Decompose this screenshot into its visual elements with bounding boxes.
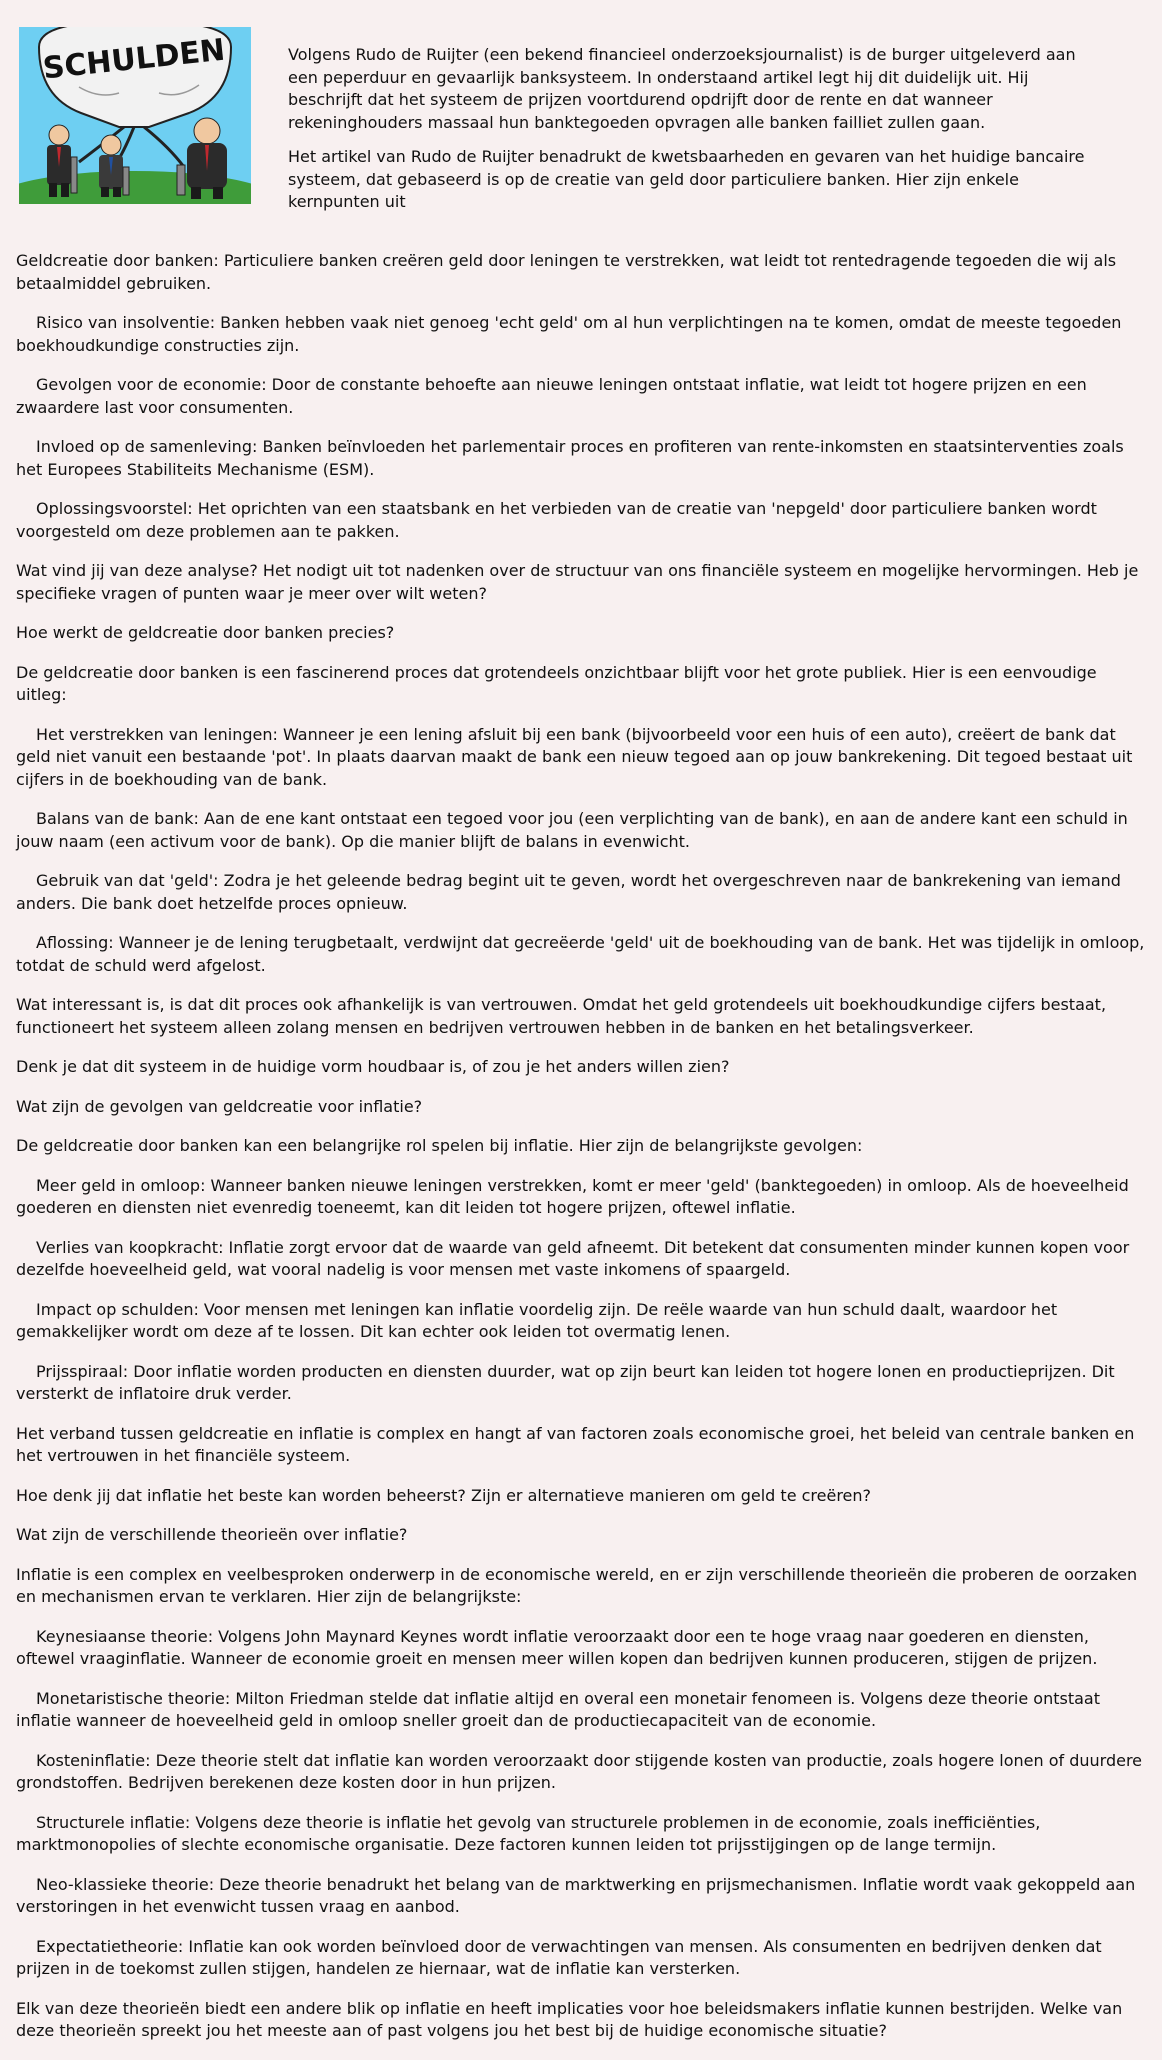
- body-paragraph: Prijsspiraal: Door inflatie worden producten en diensten duurder, wat op zijn beurt kan leiden tot hogere lonen en productieprijzen. Dit versterkt de inflatoire druk verder.: [16, 1361, 1115, 1403]
- body-paragraph: Wat zijn de gevolgen van geldcreatie voor inflatie?: [16, 1096, 423, 1116]
- body-paragraph: Neo-klassieke theorie: Deze theorie benadrukt het belang van de marktwerking en prijsmechanismen. Inflatie wordt vaak gekoppeld aan verstoringen in het evenwicht tussen vraag en aanbod.: [16, 1874, 1136, 1916]
- intro-paragraph: Het artikel van Rudo de Ruijter benadrukt de kwetsbaarheden en gevaren van het huidige bancaire systeem, dat gebaseerd is op de creatie van geld door particuliere banken. Hier zijn enkele kernpunten uit: [288, 147, 1085, 211]
- body-paragraph: De geldcreatie door banken kan een belangrijke rol spelen bij inflatie. Hier zijn de belangrijkste gevolgen:: [16, 1136, 863, 1155]
- article-body: [16, 250, 1146, 2060]
- body-paragraph: Elk van deze theorieën biedt een andere blik op inflatie en heeft implicaties voor hoe beleidsmakers inflatie kunnen bestrijden. Welke van deze theorieën spreekt jou het meeste aan of past volgens jou het best bij de huidige economische situatie?: [16, 1998, 1123, 2040]
- body-paragraph: Denk je dat dit systeem in de huidige vorm houdbaar is, of zou je het anders willen zien?: [16, 1057, 730, 1076]
- body-paragraph: Invloed op de samenleving: Banken beïnvloeden het parlementair proces en profiteren van rente-inkomsten en staatsinterventies zoals het Europees Stabiliteits Mechanisme (ESM).: [16, 437, 1124, 479]
- body-paragraph: Aflossing: Wanneer je de lening terugbetaalt, verdwijnt dat gecreëerde 'geld' uit de boekhouding van de bank. Het was tijdelijk in omloop, totdat de schuld werd afgelost.: [16, 933, 1145, 975]
- body-paragraph: Verlies van koopkracht: Inflatie zorgt ervoor dat de waarde van geld afneemt. Dit betekent dat consumenten minder kunnen kopen voor dezelfde hoeveelheid geld, wat vooral nadelig is voor mensen met vaste inkomens of spaargeld.: [16, 1237, 1130, 1279]
- body-paragraph: Monetaristische theorie: Milton Friedman stelde dat inflatie altijd en overal een monetair fenomeen is. Volgens deze theorie ontstaat inflatie wanneer de hoeveelheid geld in omloop sneller groeit dan de productiecapaciteit van de economie.: [16, 1688, 1100, 1730]
- body-paragraph: Gebruik van dat 'geld': Zodra je het geleende bedrag begint uit te geven, wordt het overgeschreven naar de bankrekening van iemand anders. Die bank doet hetzelfde proces opnieuw.: [16, 871, 1121, 913]
- body-paragraph: Hoe denk jij dat inflatie het beste kan worden beheerst? Zijn er alternatieve manieren om geld te creëren?: [16, 1485, 872, 1505]
- body-paragraph: Kosteninflatie: Deze theorie stelt dat inflatie kan worden veroorzaakt door stijgende kosten van productie, zoals hogere lonen of duurdere grondstoffen. Bedrijven berekenen deze kosten door in hun prijzen.: [16, 1750, 1143, 1792]
- debt-balloon-cartoon-icon: [19, 27, 251, 204]
- body-paragraph: De geldcreatie door banken is een fascinerend proces dat grotendeels onzichtbaar blijft voor het grote publiek. Hier is een eenvoudige uitleg:: [16, 662, 1097, 704]
- body-paragraph: Wat vind jij van deze analyse? Het nodigt uit tot nadenken over de structuur van ons financiële systeem en mogelijke hervormingen. Heb je specifieke vragen of punten waar je meer over wilt weten?: [16, 561, 1139, 603]
- body-paragraph: Meer geld in omloop: Wanneer banken nieuwe leningen verstrekken, komt er meer 'geld' (banktegoeden) in omloop. Als de hoeveelheid goederen en diensten niet evenredig toeneemt, kan dit leiden tot hogere prijzen, oftewel inflatie.: [16, 1175, 1129, 1217]
- body-paragraph: Risico van insolventie: Banken hebben vaak niet genoeg 'echt geld' om al hun verplichtingen na te komen, omdat de meeste tegoeden boekhoudkundige constructies zijn.: [16, 313, 1122, 355]
- body-paragraph: Het verband tussen geldcreatie en inflatie is complex en hangt af van factoren zoals economische groei, het beleid van centrale banken en het vertrouwen in het financiële systeem.: [16, 1423, 1135, 1465]
- balloon-caption: SCHULDEN: [41, 32, 227, 87]
- body-paragraph: Geldcreatie door banken: Particuliere banken creëren geld door leningen te verstrekken, wat leidt tot rentedragende tegoeden die wij als betaalmiddel gebruiken.: [16, 251, 1117, 293]
- body-paragraph: Balans van de bank: Aan de ene kant ontstaat een tegoed voor jou (een verplichting van de bank), en aan de andere kant een schuld in jouw naam (een activum voor de bank). Op die manier blijft de balans in evenwicht.: [16, 809, 1128, 851]
- body-paragraph: Wat zijn de verschillende theorieën over inflatie?: [16, 1525, 408, 1544]
- body-paragraph: Structurele inflatie: Volgens deze theorie is inflatie het gevolg van structurele problemen in de economie, zoals inefficiënties, marktmonopolies of slechte economische organisatie. Deze factoren kunnen leiden tot prijsstijgingen op de lange termijn.: [16, 1812, 1041, 1854]
- body-paragraph: Inflatie is een complex en veelbesproken onderwerp in de economische wereld, en er zijn verschillende theorieën die proberen de oorzaken en mechanismen ervan te verklaren. Hier zijn de belangrijkste:: [16, 1564, 1138, 1606]
- intro-paragraph: Volgens Rudo de Ruijter (een bekend financieel onderzoeksjournalist) is de burger uitgeleverd aan een peperduur en gevaarlijk banksysteem. In onderstaand artikel legt hij dit duidelijk uit. Hij beschrijft dat het systeem de prijzen voortdurend opdrijft door de rente en dat wanneer rekeninghouders massaal hun banktegoeden opvragen alle banken failliet zullen gaan.: [288, 45, 1076, 132]
- body-paragraph: Oplossingsvoorstel: Het oprichten van een staatsbank en het verbieden van de creatie van 'nepgeld' door particuliere banken wordt voorgesteld om deze problemen aan te pakken.: [16, 499, 1097, 541]
- body-paragraph: Expectatietheorie: Inflatie kan ook worden beïnvloed door de verwachtingen van mensen. Als consumenten en bedrijven denken dat prijzen in de toekomst zullen stijgen, handelen ze hiernaar, wat de inflatie kan versterken.: [16, 1936, 1102, 1978]
- body-paragraph: Gevolgen voor de economie: Door de constante behoefte aan nieuwe leningen ontstaat inflatie, wat leidt tot hogere prijzen en een zwaardere last voor consumenten.: [16, 375, 1087, 417]
- body-paragraph: Impact op schulden: Voor mensen met leningen kan inflatie voordelig zijn. De reële waarde van hun schuld daalt, waardoor het gemakkelijker wordt om deze af te lossen. Dit kan echter ook leiden tot overmatig lenen.: [16, 1299, 1058, 1341]
- body-paragraph: Wat interessant is, is dat dit proces ook afhankelijk is van vertrouwen. Omdat het geld grotendeels uit boekhoudkundige cijfers bestaat, functioneert het systeem alleen zolang mensen en bedrijven vertrouwen hebben in de banken en het betalingsverkeer.: [16, 995, 1107, 1037]
- body-paragraph: Keynesiaanse theorie: Volgens John Maynard Keynes wordt inflatie veroorzaakt door een te hoge vraag naar goederen en diensten, oftewel vraaginflatie. Wanneer de economie groeit en mensen meer willen kopen dan bedrijven kunnen produceren, stijgen de prijzen.: [16, 1626, 1098, 1668]
- body-paragraph: Het verstrekken van leningen: Wanneer je een lening afsluit bij een bank (bijvoorbeeld voor een huis of een auto), creëert de bank dat geld niet vanuit een bestaande 'pot'. In plaats daarvan maakt de bank een nieuw tegoed aan op jouw bankrekening. Dit tegoed bestaat uit cijfers in de boekhouding van de bank.: [16, 724, 1133, 789]
- intro-text: [288, 44, 1088, 226]
- body-paragraph: Hoe werkt de geldcreatie door banken precies?: [16, 623, 395, 642]
